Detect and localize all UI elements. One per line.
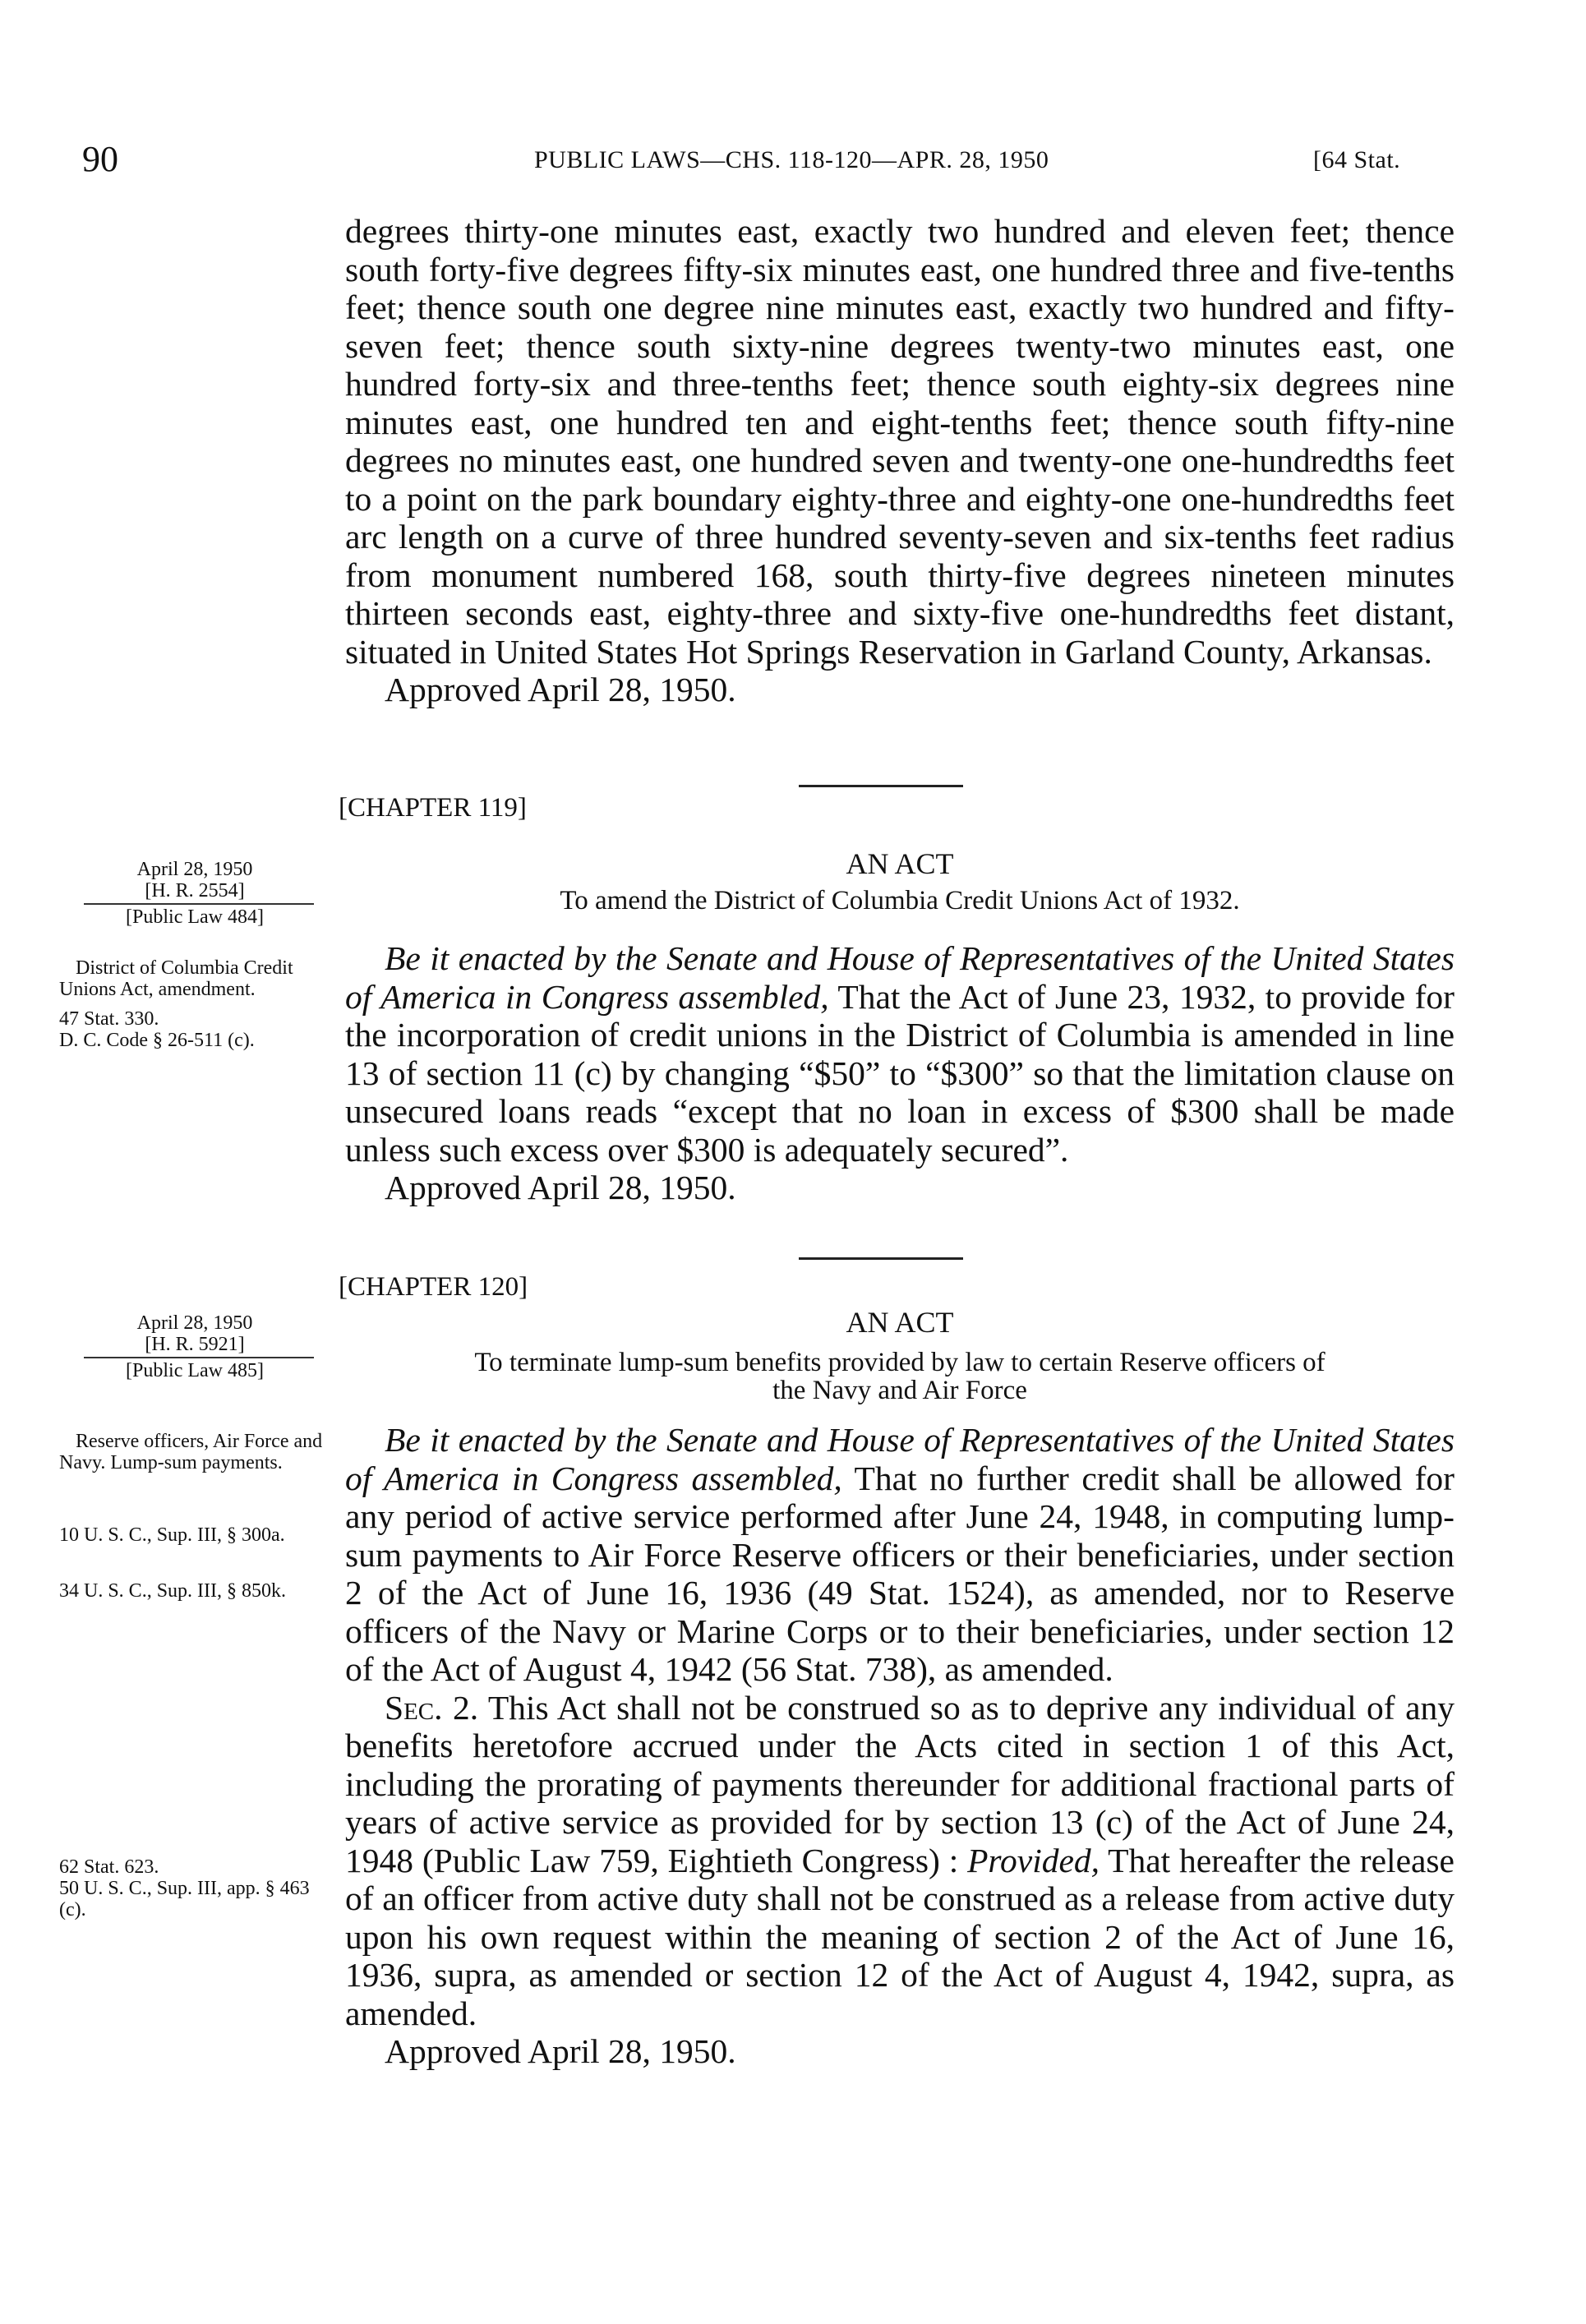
continued-section: [345, 212, 1455, 709]
margin-note-ch119: [59, 859, 330, 1051]
section-2-paragraph: [345, 1689, 1455, 2033]
act-paragraph: [345, 939, 1455, 1169]
margin-public-law: [Public Law 485]: [126, 1360, 264, 1381]
chapter-heading: [CHAPTER 120]: [339, 1272, 528, 1302]
continued-paragraph: degrees thirty-one minutes east, exactly two hundred and eleven feet; thence south forty-five degrees fifty-six minutes east, one hundred three and five-tenths feet; thence south one degree nine minutes east, exactly two hundred and fifty-seven feet; thence south sixty-nine degrees twenty-two minutes east, one hundred forty-six and three-tenths feet; thence south eighty-six degrees nine minutes east, one hundred ten and eight-tenths feet; thence south fifty-nine degrees no minutes east, one hundred seven and twenty-one one-hundredths feet to a point on the park boundary eighty-three and eighty-one one-hundredths feet arc length on a curve of three hundred seventy-seven and six-tenths feet radius from monument numbered 168, south thirty-five degrees nineteen minutes thirteen seconds east, eighty-three and sixty-five one-hundredths feet distant, situated in United States Hot Springs Reservation in Garland County, Arkansas.: [345, 212, 1455, 671]
section-text: That hereafter the release of an officer from active duty shall not be construed as a release from active duty upon his own request within the meaning of section 2 of the Act of June 16, 1936, supra, as amended or section 12 of the Act of August 4, 1942, supra, as amended.: [345, 1841, 1455, 2032]
margin-bill: [H. R. 5921]: [145, 1334, 245, 1355]
margin-citation: 50 U. S. C., Sup. III, app. § 463 (c).: [59, 1878, 310, 1921]
act-paragraph: [345, 1421, 1455, 1689]
margin-subject: Reserve officers, Air Force and Navy. Lump-sum payments.: [59, 1431, 323, 1473]
proviso-word: Provided,: [967, 1841, 1100, 1879]
approved-line: Approved April 28, 1950.: [385, 2032, 736, 2070]
margin-note-ch120: [59, 1312, 330, 1921]
page-number: 90: [82, 139, 118, 179]
running-head: PUBLIC LAWS—CHS. 118-120—APR. 28, 1950: [534, 146, 1049, 173]
margin-citation: 10 U. S. C., Sup. III, § 300a.: [59, 1524, 285, 1546]
margin-citation: 47 Stat. 330.: [59, 1008, 159, 1030]
margin-bill: [H. R. 2554]: [145, 880, 245, 901]
enacting-clause: Be it enacted by the Senate and House of Representatives of the United States of America in Congress assembled,: [345, 1421, 1455, 1497]
ch120-body: [345, 1421, 1455, 2071]
an-act-heading: AN ACT: [846, 1306, 954, 1339]
margin-public-law: [Public Law 484]: [126, 906, 264, 928]
approved-line: Approved April 28, 1950.: [385, 671, 736, 708]
margin-date: April 28, 1950: [136, 1312, 253, 1334]
enacting-clause: Be it enacted by the Senate and House of Representatives of the United States of America in Congress assembled,: [345, 939, 1455, 1016]
margin-subject: District of Columbia Credit Unions Act, amendment.: [59, 957, 293, 1000]
act-title: To amend the District of Columbia Credit Unions Act of 1932.: [560, 886, 1240, 915]
margin-date: April 28, 1950: [136, 859, 253, 880]
section-text: This Act shall not be construed so as to deprive any individual of any benefits heretofore accrued under the Acts cited in section 1 of this Act, including the prorating of payments thereunder for additional fractional parts of years of active service as provided for by section 13 (c) of the Act of June 24, 1948 (Public Law 759, Eightieth Congress) :: [345, 1688, 1455, 1879]
section-rule: [799, 1257, 963, 1260]
chapter-heading: [CHAPTER 119]: [339, 793, 527, 823]
act-text: That the Act of June 23, 1932, to provide for the incorporation of credit unions in the District of Columbia is amended in line 13 of section 11 (c) by changing “$50” to “$300” so that the limitation clause on unsecured loans reads “except that no loan in excess of $300 shall be made unless such excess over $300 is adequately secured”.: [345, 977, 1455, 1169]
approved-line: Approved April 28, 1950.: [385, 1169, 736, 1206]
margin-rule: [84, 903, 314, 905]
margin-citation: 34 U. S. C., Sup. III, § 850k.: [59, 1580, 287, 1602]
section-label: Sec. 2.: [385, 1688, 479, 1727]
ch119-body: [345, 939, 1455, 1207]
act-text: That no further credit shall be allowed for any period of active service performed after June 24, 1948, in computing lump-sum payments to Air Force Reserve officers or their beneficiaries, under section 2 of the Act of June 16, 1936 (49 Stat. 1524), as amended, nor to Reserve officers of the Navy or Marine Corps or to their beneficiaries, under section 12 of the Act of August 4, 1942 (56 Stat. 738), as amended.: [345, 1459, 1455, 1688]
stat-reference: [64 Stat.: [1313, 146, 1401, 173]
act-title: To terminate lump-sum benefits provided by law to certain Reserve officers of: [474, 1348, 1326, 1377]
act-title: the Navy and Air Force: [772, 1376, 1027, 1405]
section-rule: [799, 785, 963, 787]
margin-citation: D. C. Code § 26-511 (c).: [59, 1030, 255, 1051]
margin-citation: 62 Stat. 623.: [59, 1856, 159, 1878]
an-act-heading: AN ACT: [846, 847, 954, 880]
margin-rule: [84, 1357, 314, 1358]
